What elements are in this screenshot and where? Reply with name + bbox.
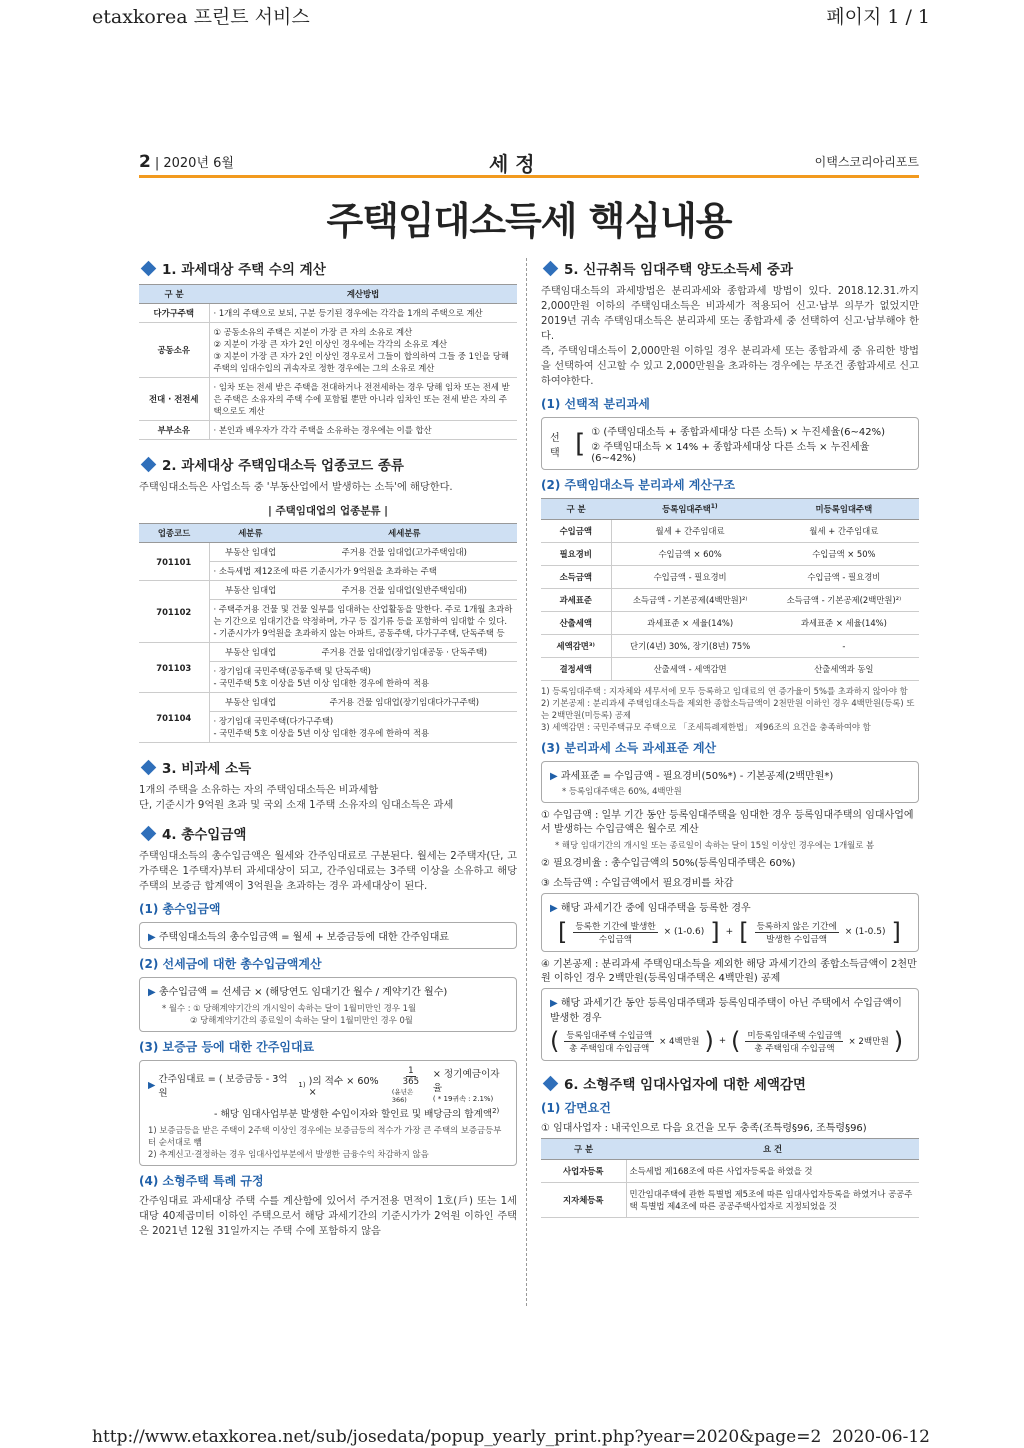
- list-item: ② 필요경비율 : 총수입금액의 50%(등록임대주택은 60%): [541, 858, 796, 869]
- section-3-line: 1개의 주택을 소유하는 자의 주택임대소득은 비과세함: [139, 785, 379, 796]
- table-row: 수입금액 월세 + 간주임대료 월세 + 간주임대료: [541, 520, 919, 543]
- formula-box: ▶ 간주임대료 = ( 보증금등 - 3억원 1) )의 적수 × 60% × 1 365 (윤년은 366) × 정기예금이자율 ( * 19귀속 : 2.1%) - 해당 임대사업부분 발생한 수입이자와 할인료 및 배당금의 합계액$^{2)}$ 1) 보증금등을 받은 주택이 2주택 이상인 경우에는 보증금등의 적수가 가장 큰 주택의 보증금등부터 순서대로 뺌 2) 추계신고·결정하는 경우 임대사업부분에서 발생한 금융수익 차감하지 않음: [139, 1060, 517, 1166]
- triangle-icon: ▶: [148, 1079, 156, 1091]
- table-row: 지자체등록 민간임대주택에 관한 특별법 제5조에 따른 임대사업자등록을 하였거나 공공주택 특별법 제4조에 따른 공공주택사업자로 지정되었을 것: [541, 1183, 919, 1218]
- table-row: · 장기임대 국민주택(다가구주택) - 국민주택 5호 이상을 5년 이상 임대한 경우에 한하여 적용: [139, 712, 517, 743]
- table-note: 1) 등록임대주택 : 지자체와 세무서에 모두 등록하고 임대료의 연 증가율이 5%를 초과하지 않아야 함: [541, 686, 908, 696]
- diamond-icon: [543, 1075, 559, 1091]
- right-column: 5. 신규취득 임대주택 양도소득세 중과 주택임대소득의 과세방법은 분리과세와 종합과세 방법이 있다. 2018.12.31.까지 2,000만원 이하의 주택임대소득은 비과세가 적용되어 신고·납부 의무가 없었지만 2019년 귀속 주택임대소득은 분리과세 또는 종합과세 중 선택하여 신고·납부해야 한다. 즉, 주택임대소득이 2,000만원 이하일 경우 분리과세 또는 종합과세 중 유리한 방법을 선택하여 신고할 수 있고 2,000만원을 초과하는 경우에는 무조건 종합과세로 신고하여야한다. (1) 선택적 분리과세 선택 [ ① (주택임대소득 + 종합과세대상 다른 소득) × 누진세율(6~42%) ② 주택임대소득 × 14% + 종합과세대상 다른 소득 × 누진세율(6~42%) (2) 주택임대소득 분리과세 계산구조 구 분 등록임대주택$^{1)}$ 미등록임대주택 수입금액 월세 + 간주임대료 월세 + 간주임대료 필요경비 수입금액 × 60% 수입금액 × 50% 소득금액 수입금액 - 필요경비 수입금액 - 필요경비 과세표준 소득금액 - 기본공제(4백만원)²⁾ 소득금액 - 기본공제(2백만원)²⁾ 산출세액 과세표준 × 세율(14%) 과세표준 × 세율(14%) 세액감면³⁾ 단기(4년) 30%, 장기(8년) 75% - 결정세액 산출세액 - 세액감면 산출세액과 동일 1) 등록임대주택 : 지자체와 세무서에 모두 등록하고 임대료의 연 증가율이 5%를 초과하지 않아야 함 2) 기본공제 : 분리과세 주택임대소득을 제외한 종합소득금액이 2천만원 이하인 경우 4백만원(등록) 또는 2백만원(미등록) 공제 3) 세액감면 : 국민주택규모 주택으로 「조세특례제한법」 제96조의 요건을 충족하여야 함 (3) 분리과세 소득 과세표준 계산 ▶ 과세표준 = 수입금액 - 필요경비(50%*) - 기본공제(2백만원*) * 등록임대주택은 60%, 4백만원 ① 수입금액 : 일부 기간 동안 등록임대주택을 임대한 경우 등록임대주택의 임대사업에서 발생하는 수입금액은 월수로 계산 * 해당 임대기간의 개시일 또는 종료일이 속하는 달이 15일 이상인 경우에는 1개월로 봄 ② 필요경비율 : 총수입금액의 50%(등록임대주택은 60%) ③ 소득금액 : 수입금액에서 필요경비를 차감 ▶ 해당 과세기간 중에 임대주택을 등록한 경우 [ $\frac{\text{등록한 기간에 발생한}}{\text{수입금액}}$ × (1-0.6) ] + [ $\frac{\text{등록하지 않은 기간에}}{\text{발생한 수입금액}}$ × (1-0.5) ] ④ 기본공제 : 분리과세 주택임대소득을 제외한 해당 과세기간의 종합소득금액이 2천만원 이하인 경우 2백만원(등록임대주택은 4백만원) 공제 ▶ 해당 과세기간 동안 등록임대주택과 등록임대주택이 아닌 주택에서 수입금액이 발생한 경우 ( $\frac{\text{등록임대주택 수입금액}}{\text{총 주택임대 수입금액}}$ × 4백만원 ) + ( $\frac{\text{미등록임대주택 수입금액}}{\text{총 주택임대 수입금액}}$ × 2백만원 ) 6. 소형주택 임대사업자에 대한 세액감면 (1) 감면요건 ① 임대사업자 : 내국인으로 다음 요건을 모두 충족(조특령§96, 조특령§96) 구 분 요 건 사업자등록 소득세법 제168조에 따른 사업자등록을 하였을 것 지자체등록 민간임대주택에 관한 특별법 제5조에 따른 임대사업자등록을 하였거나 공공주택 특별법 제4조에 따른 공공주택사업자로 지정되었을 것: [541, 258, 919, 1218]
- table-note: 3) 세액감면 : 국민주택규모 주택으로 「조세특례제한법」 제96조의 요건을 충족하여야 함: [541, 722, 871, 732]
- formula-box: ▶ 해당 과세기간 동안 등록임대주택과 등록임대주택이 아닌 주택에서 수입금액이 발생한 경우 ( $\frac{\text{등록임대주택 수입금액}}{\text{총 주택임대 수입금액}}$ × 4백만원 ) + ( $\frac{\text{미등록임대주택 수입금액}}{\text{총 주택임대 수입금액}}$ × 2백만원 ): [541, 988, 919, 1061]
- formula-box: ▶ 해당 과세기간 중에 임대주택을 등록한 경우 [ $\frac{\text{등록한 기간에 발생한}}{\text{수입금액}}$ × (1-0.6) ] + [ $\frac{\text{등록하지 않은 기간에}}{\text{발생한 수입금액}}$ × (1-0.5) ]: [541, 893, 919, 952]
- list-item: ① 임대사업자 : 내국인으로 다음 요건을 모두 충족(조특령§96, 조특령§96): [541, 1123, 867, 1134]
- diamond-icon: [141, 825, 157, 841]
- diamond-icon: [141, 260, 157, 276]
- table-header: 미등록임대주택: [769, 499, 919, 520]
- industry-code-table: [139, 523, 517, 743]
- list-item: ③ 소득금액 : 수입금액에서 필요경비를 차감: [541, 878, 734, 889]
- table-header: 요 건: [626, 1139, 919, 1160]
- section-2-intro: 주택임대소득은 사업소득 중 '부동산업에서 발생하는 소득'에 해당한다.: [139, 482, 453, 493]
- table-row: 결정세액 산출세액 - 세액감면 산출세액과 동일: [541, 658, 919, 681]
- subsection-title: (1) 선택적 분리과세: [541, 397, 650, 411]
- column-divider: [526, 258, 527, 1306]
- housing-count-table: [139, 284, 517, 440]
- table-row: 필요경비 수입금액 × 60% 수입금액 × 50%: [541, 543, 919, 566]
- table-header: 업종코드: [139, 524, 209, 543]
- brand: 이택스코리아리포트: [814, 155, 919, 169]
- section-2-heading: 2. 과세대상 주택임대소득 업종코드 종류: [139, 454, 517, 474]
- table-row: 전대 · 전전세 · 임차 또는 전세 받은 주택을 전대하거나 전전세하는 경우 당해 임차 또는 전세 받은 주택은 소유자의 주택 수에 포함될 뿐만 아니라 임차인 또는 전세 받은 자의 주택으로도 계산: [139, 378, 517, 421]
- option-box: 선택 [ ① (주택임대소득 + 종합과세대상 다른 소득) × 누진세율(6~42%) ② 주택임대소득 × 14% + 종합과세대상 다른 소득 × 누진세율(6~42%): [541, 417, 919, 470]
- subsection-title: (1) 감면요건: [541, 1101, 611, 1115]
- print-url: http://www.etaxkorea.net/sub/josedata/popup_yearly_print.php?year=2020&page=2: [92, 1427, 822, 1447]
- diamond-icon: [141, 759, 157, 775]
- left-column: [139, 258, 517, 1239]
- triangle-icon: ▶: [550, 903, 561, 914]
- table-row: 공동소유 ① 공동소유의 주택은 지분이 가장 큰 자의 소유로 계산 ② 지분이 가장 큰 자가 2인 이상인 경우에는 각각의 소유로 계산 ③ 지분이 가장 큰 자가 2인 이상인 경우로서 그들이 합의하여 그들 중 1인을 당해 주택의 임대수입의 귀속자로 정한 경우에는 그의 소유로 계산: [139, 323, 517, 378]
- table-row: 701102 부동산 임대업 주거용 건물 임대업(일반주택임대): [139, 581, 517, 600]
- subsection-title: (3) 분리과세 소득 과세표준 계산: [541, 741, 717, 755]
- separate-tax-table: [541, 498, 919, 681]
- print-header: etaxkorea 프린트 서비스: [92, 6, 310, 28]
- section-title: 세 정: [489, 152, 535, 176]
- page-number: 2: [139, 152, 151, 172]
- table-header: 구 분: [541, 499, 611, 520]
- subsection-title: (4) 소형주택 특례 규정: [139, 1174, 264, 1188]
- diamond-icon: [543, 260, 559, 276]
- list-item: ④ 기본공제 : 분리과세 주택임대소득을 제외한 해당 과세기간의 종합소득금액이 2천만원 이하인 경우 2백만원(등록임대주택은 4백만원) 공제: [541, 959, 917, 984]
- subsection-title: (1) 총수입금액: [139, 902, 221, 916]
- section-5-intro: 주택임대소득의 과세방법은 분리과세와 종합과세 방법이 있다. 2018.12.31.까지 2,000만원 이하의 주택임대소득은 비과세가 적용되어 신고·납부 의무가 없었지만 2019년 귀속 주택임대소득은 분리과세 또는 종합과세 중 선택하여 신고·납부해야 한다.: [541, 286, 919, 342]
- section-4-intro: 주택임대소득의 총수입금액은 월세와 간주임대료로 구분된다. 월세는 2주택자(단, 고가주택은 1주택자)부터 과세대상이 되고, 간주임대료는 3주택 이상을 소유하고 해당 주택의 보증금 합계액이 3억원을 초과하는 경우 과세대상이 된다.: [139, 851, 517, 892]
- small-house-text: 간주임대료 과세대상 주택 수를 계산함에 있어서 주거전용 면적이 1호(戶) 또는 1세대당 40제곱미터 이하인 주택으로서 해당 과세기간의 기준시가가 2억원 이하인 주택은 2021년 12월 31일까지는 주택 수에 포함하지 않음: [139, 1196, 517, 1237]
- section-4-heading: 4. 총수입금액: [139, 823, 517, 843]
- subsection-title: (2) 선세금에 대한 총수입금액계산: [139, 957, 322, 971]
- table-row: 부부소유 · 본인과 배우자가 각각 주택을 소유하는 경우에는 이를 합산: [139, 421, 517, 440]
- table-row: · 소득세법 제12조에 따른 기준시가가 9억원을 초과하는 주택: [139, 562, 517, 581]
- table-header: 세세분류: [292, 524, 517, 543]
- table-row: 산출세액 과세표준 × 세율(14%) 과세표준 × 세율(14%): [541, 612, 919, 635]
- triangle-icon: ▶: [550, 771, 561, 782]
- table-header: 등록임대주택$^{1)}$: [611, 499, 769, 520]
- table-header: 구 분: [139, 285, 209, 304]
- section-1-heading: 1. 과세대상 주택 수의 계산: [139, 258, 517, 278]
- list-item: ① 수입금액 : 일부 기간 동안 등록임대주택을 임대한 경우 등록임대주택의 임대사업에서 발생하는 수입금액은 월수로 계산: [541, 810, 914, 835]
- section-6-heading: 6. 소형주택 임대사업자에 대한 세액감면: [541, 1073, 919, 1093]
- section-5-heading: 5. 신규취득 임대주택 양도소득세 중과: [541, 258, 919, 278]
- triangle-icon: ▶: [550, 998, 561, 1009]
- table-row: 701104 부동산 임대업 주거용 건물 임대업(장기임대다가구주택): [139, 693, 517, 712]
- formula-box: ▶ 총수입금액 = 선세금 × (해당연도 임대기간 월수 / 계약기간 월수) * 월수 : ① 당해계약기간의 개시일이 속하는 달이 1월미만인 경우 1월 ② 당해계약기간의 종료일이 속하는 달이 1월미만인 경우 0월: [139, 977, 517, 1032]
- table-row: 701101 부동산 임대업 주거용 건물 임대업(고가주택임대): [139, 543, 517, 562]
- table-header: 구 분: [541, 1139, 626, 1160]
- diamond-icon: [141, 456, 157, 472]
- table-header: 세분류: [209, 524, 292, 543]
- page-title: 주택임대소득세 핵심내용: [326, 199, 732, 243]
- issue-date: | 2020년 6월: [154, 156, 234, 171]
- reduction-requirement-table: [541, 1138, 919, 1218]
- table-row: 다가구주택 · 1개의 주택으로 보되, 구분 등기된 경우에는 각각을 1개의 주택으로 계산: [139, 304, 517, 323]
- formula-box: ▶ 과세표준 = 수입금액 - 필요경비(50%*) - 기본공제(2백만원*) * 등록임대주택은 60%, 4백만원: [541, 761, 919, 803]
- table-row: 소득금액 수입금액 - 필요경비 수입금액 - 필요경비: [541, 566, 919, 589]
- fraction: 1 365 (윤년은 366): [391, 1066, 420, 1104]
- section-3-line: 단, 기준시가 9억원 초과 및 국외 소재 1주택 소유자의 임대소득은 과세: [139, 800, 454, 811]
- table-caption: | 주택임대업의 업종분류 |: [267, 505, 389, 517]
- table-row: · 장기임대 국민주택(공동주택 및 단독주택) - 국민주택 5호 이상을 5년 이상 임대한 경우에 한하여 적용: [139, 662, 517, 693]
- subsection-title: (2) 주택임대소득 분리과세 계산구조: [541, 478, 736, 492]
- print-date: 2020-06-12: [831, 1427, 930, 1447]
- section-5-intro: 즉, 주택임대소득이 2,000만원 이하일 경우 분리과세 또는 종합과세 중 유리한 방법을 선택하여 신고할 수 있고 2,000만원을 초과하는 경우에는 무조건 종합과세로 신고하여야한다.: [541, 346, 919, 387]
- subsection-title: (3) 보증금 등에 대한 간주임대료: [139, 1040, 315, 1054]
- newspaper-header: [139, 148, 919, 178]
- formula-box: ▶ 주택임대소득의 총수입금액 = 월세 + 보증금등에 대한 간주임대료: [139, 922, 517, 949]
- table-row: 과세표준 소득금액 - 기본공제(4백만원)²⁾ 소득금액 - 기본공제(2백만원)²⁾: [541, 589, 919, 612]
- table-row: 세액감면³⁾ 단기(4년) 30%, 장기(8년) 75% -: [541, 635, 919, 658]
- table-header: 계산방법: [209, 285, 517, 304]
- triangle-icon: ▶: [148, 987, 159, 998]
- print-page-number: 페이지 1 / 1: [826, 6, 930, 28]
- section-3-heading: 3. 비과세 소득: [139, 757, 517, 777]
- triangle-icon: ▶: [148, 932, 159, 943]
- table-row: 701103 부동산 임대업 주거용 건물 임대업(장기임대공동 · 단독주택): [139, 643, 517, 662]
- table-row: · 주택주거용 건물 및 건물 일부를 임대하는 산업활동을 말한다. 주로 1개월 초과하는 기간으로 임대기간을 약정하며, 가구 등 집기류 등을 포함하여 임대할 수 있다. - 기준시가가 9억원을 초과하지 않는 아파트, 공동주택, 다가구주택, 단독주택 등: [139, 600, 517, 643]
- table-note: 2) 기본공제 : 분리과세 주택임대소득을 제외한 종합소득금액이 2천만원 이하인 경우 4백만원(등록) 또는 2백만원(미등록) 공제: [541, 698, 915, 720]
- table-row: 사업자등록 소득세법 제168조에 따른 사업자등록을 하였을 것: [541, 1160, 919, 1183]
